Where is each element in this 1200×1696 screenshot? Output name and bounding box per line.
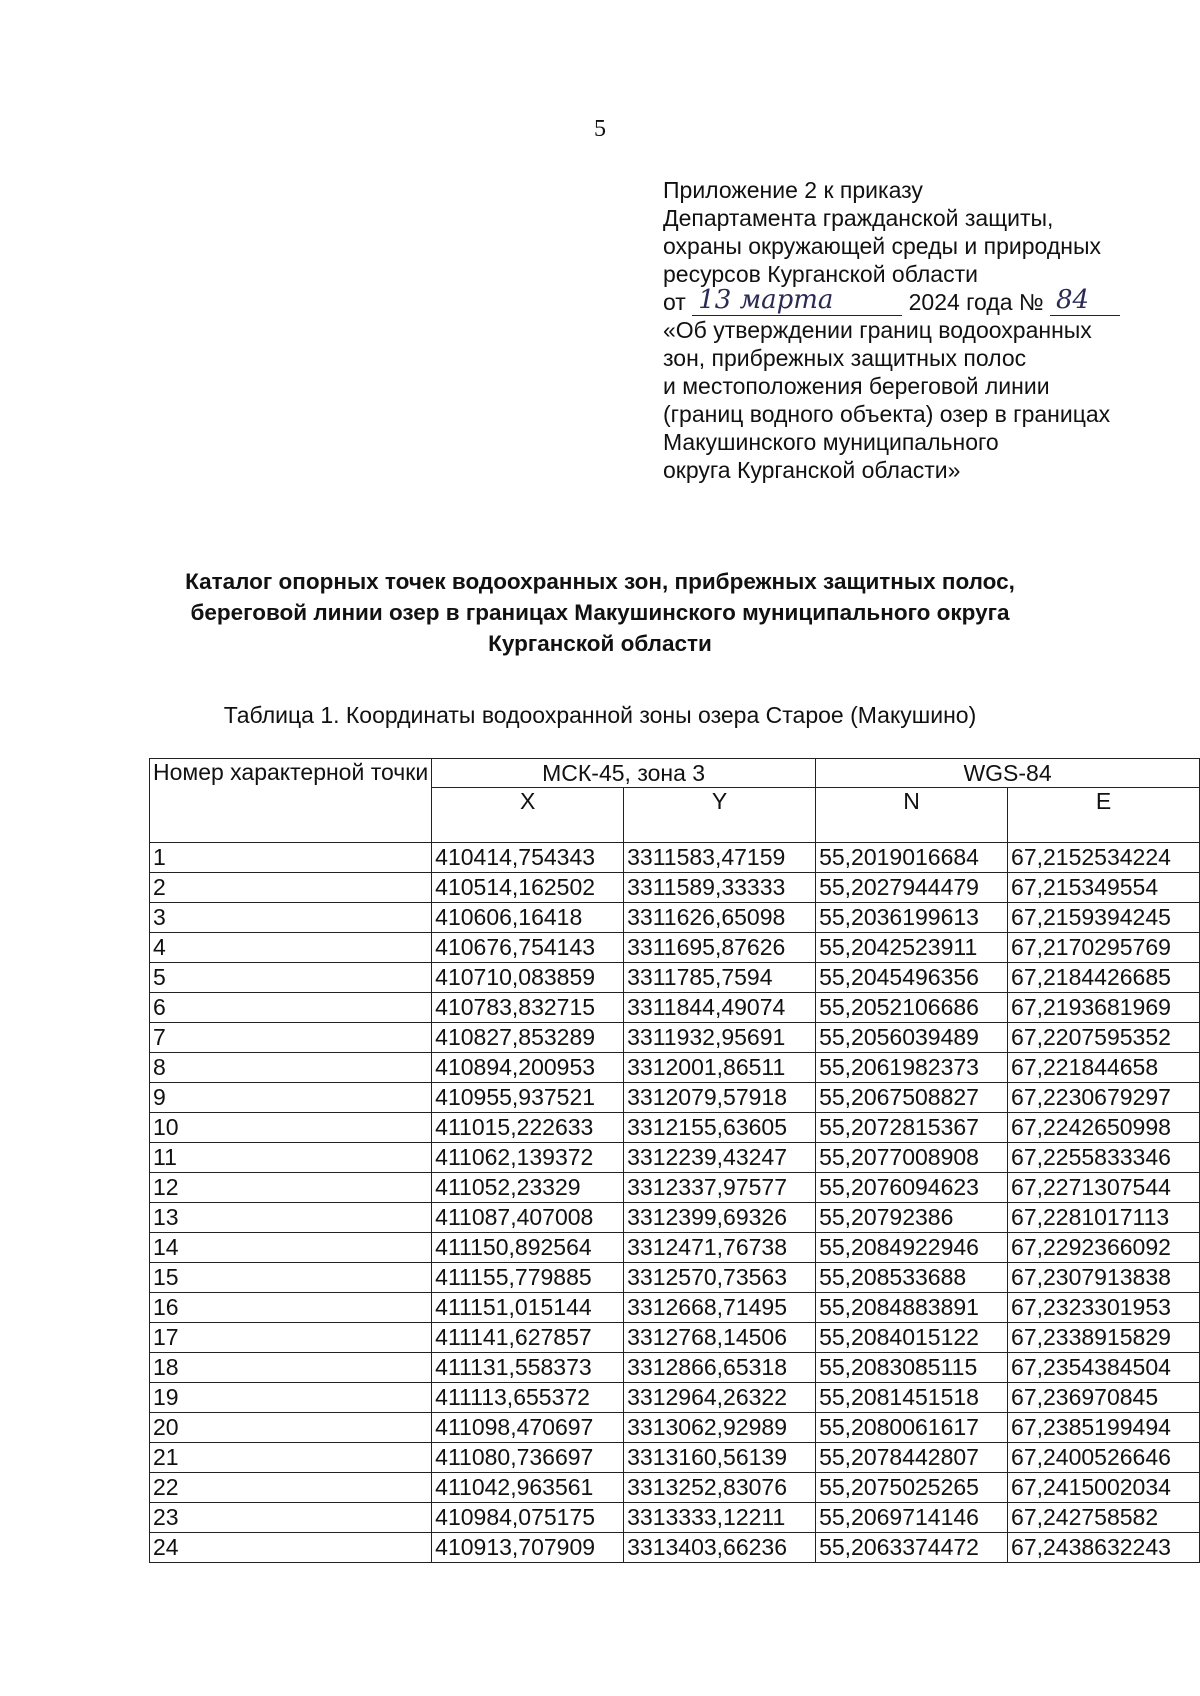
point-number-cell: 13 (150, 1203, 432, 1233)
point-number-cell: 24 (150, 1533, 432, 1563)
e-cell: 67,2242650998 (1008, 1113, 1200, 1143)
n-cell: 55,2077008908 (816, 1143, 1008, 1173)
order-date-line (663, 285, 1183, 316)
n-cell: 55,208533688 (816, 1263, 1008, 1293)
x-cell: 411131,558373 (432, 1353, 624, 1383)
point-number-cell: 19 (150, 1383, 432, 1413)
e-cell: 67,2307913838 (1008, 1263, 1200, 1293)
e-cell: 67,236970845 (1008, 1383, 1200, 1413)
document-title (150, 566, 1050, 659)
e-cell: 67,2170295769 (1008, 933, 1200, 963)
y-cell: 3312471,76738 (624, 1233, 816, 1263)
x-cell: 410783,832715 (432, 993, 624, 1023)
coordinates-table (149, 758, 1200, 1563)
x-cell: 410710,083859 (432, 963, 624, 993)
n-cell: 55,2069714146 (816, 1503, 1008, 1533)
y-cell: 3311785,7594 (624, 963, 816, 993)
e-cell: 67,215349554 (1008, 873, 1200, 903)
table-row (150, 1533, 1200, 1563)
appendix-line: охраны окружающей среды и природных (663, 233, 1101, 259)
table-row (150, 1083, 1200, 1113)
n-cell: 55,2075025265 (816, 1473, 1008, 1503)
subject-line: округа Курганской области» (663, 457, 961, 483)
table-row (150, 963, 1200, 993)
table-row (150, 1263, 1200, 1293)
title-line: Каталог опорных точек водоохранных зон, прибрежных защитных полос, (185, 569, 1015, 594)
appendix-line: ресурсов Курганской области (663, 261, 978, 287)
appendix-line: Приложение 2 к приказу (663, 177, 923, 203)
table-row (150, 903, 1200, 933)
n-cell: 55,2061982373 (816, 1053, 1008, 1083)
n-cell: 55,2045496356 (816, 963, 1008, 993)
table-row (150, 1143, 1200, 1173)
appendix-header (663, 176, 1183, 484)
date-prefix: от (663, 289, 686, 315)
y-cell: 3313062,92989 (624, 1413, 816, 1443)
x-cell: 410913,707909 (432, 1533, 624, 1563)
subject-line: зон, прибрежных защитных полос (663, 345, 1027, 371)
y-cell: 3312668,71495 (624, 1293, 816, 1323)
table-row (150, 1443, 1200, 1473)
year-text: 2024 года № (908, 289, 1044, 315)
y-cell: 3312399,69326 (624, 1203, 816, 1233)
e-cell: 67,2438632243 (1008, 1533, 1200, 1563)
n-cell: 55,2080061617 (816, 1413, 1008, 1443)
point-number-cell: 6 (150, 993, 432, 1023)
x-cell: 411141,627857 (432, 1323, 624, 1353)
e-cell: 67,2385199494 (1008, 1413, 1200, 1443)
e-cell: 67,2292366092 (1008, 1233, 1200, 1263)
handwritten-order-number: 84 (1056, 285, 1090, 315)
e-cell: 67,2159394245 (1008, 903, 1200, 933)
x-cell: 410894,200953 (432, 1053, 624, 1083)
table-row (150, 1473, 1200, 1503)
title-line: Курганской области (488, 631, 712, 656)
x-cell: 411042,963561 (432, 1473, 624, 1503)
table-row (150, 1353, 1200, 1383)
header-n: N (816, 788, 1008, 843)
n-cell: 55,2084883891 (816, 1293, 1008, 1323)
table-row (150, 843, 1200, 873)
n-cell: 55,2019016684 (816, 843, 1008, 873)
point-number-cell: 18 (150, 1353, 432, 1383)
point-number-cell: 9 (150, 1083, 432, 1113)
y-cell: 3312768,14506 (624, 1323, 816, 1353)
e-cell: 67,2354384504 (1008, 1353, 1200, 1383)
n-cell: 55,2052106686 (816, 993, 1008, 1023)
header-x: X (432, 788, 624, 843)
date-blank (692, 285, 902, 316)
y-cell: 3311695,87626 (624, 933, 816, 963)
point-number-cell: 16 (150, 1293, 432, 1323)
header-y: Y (624, 788, 816, 843)
point-number-cell: 4 (150, 933, 432, 963)
x-cell: 410955,937521 (432, 1083, 624, 1113)
n-cell: 55,2067508827 (816, 1083, 1008, 1113)
x-cell: 411155,779885 (432, 1263, 624, 1293)
y-cell: 3312964,26322 (624, 1383, 816, 1413)
header-msk45: МСК-45, зона 3 (432, 759, 816, 788)
point-number-cell: 15 (150, 1263, 432, 1293)
table-row (150, 1113, 1200, 1143)
n-cell: 55,2084922946 (816, 1233, 1008, 1263)
appendix-line: Департамента гражданской защиты, (663, 205, 1054, 231)
table-row (150, 873, 1200, 903)
e-cell: 67,2193681969 (1008, 993, 1200, 1023)
point-number-cell: 2 (150, 873, 432, 903)
table-row (150, 1173, 1200, 1203)
x-cell: 411150,892564 (432, 1233, 624, 1263)
table-row (150, 1053, 1200, 1083)
y-cell: 3312337,97577 (624, 1173, 816, 1203)
n-cell: 55,2078442807 (816, 1443, 1008, 1473)
y-cell: 3313160,56139 (624, 1443, 816, 1473)
e-cell: 67,2207595352 (1008, 1023, 1200, 1053)
x-cell: 410606,16418 (432, 903, 624, 933)
x-cell: 411080,736697 (432, 1443, 624, 1473)
x-cell: 411015,222633 (432, 1113, 624, 1143)
point-number-cell: 14 (150, 1233, 432, 1263)
e-cell: 67,221844658 (1008, 1053, 1200, 1083)
page-number: 5 (594, 116, 606, 142)
table-row (150, 993, 1200, 1023)
e-cell: 67,2152534224 (1008, 843, 1200, 873)
table-row (150, 1383, 1200, 1413)
point-number-cell: 22 (150, 1473, 432, 1503)
number-blank (1050, 285, 1120, 316)
x-cell: 410827,853289 (432, 1023, 624, 1053)
subject-line: «Об утверждении границ водоохранных (663, 317, 1092, 343)
table-row (150, 1293, 1200, 1323)
y-cell: 3311583,47159 (624, 843, 816, 873)
point-number-cell: 1 (150, 843, 432, 873)
y-cell: 3311844,49074 (624, 993, 816, 1023)
subject-line: (границ водного объекта) озер в границах (663, 401, 1111, 427)
y-cell: 3312001,86511 (624, 1053, 816, 1083)
e-cell: 67,2184426685 (1008, 963, 1200, 993)
x-cell: 411052,23329 (432, 1173, 624, 1203)
table-row (150, 1023, 1200, 1053)
x-cell: 410984,075175 (432, 1503, 624, 1533)
x-cell: 411098,470697 (432, 1413, 624, 1443)
x-cell: 410514,162502 (432, 873, 624, 903)
point-number-cell: 5 (150, 963, 432, 993)
point-number-cell: 11 (150, 1143, 432, 1173)
e-cell: 67,2281017113 (1008, 1203, 1200, 1233)
y-cell: 3313403,66236 (624, 1533, 816, 1563)
handwritten-date: 13 марта (698, 285, 834, 315)
point-number-cell: 3 (150, 903, 432, 933)
point-number-cell: 10 (150, 1113, 432, 1143)
header-wgs84: WGS-84 (816, 759, 1200, 788)
e-cell: 67,2230679297 (1008, 1083, 1200, 1113)
x-cell: 410414,754343 (432, 843, 624, 873)
point-number-cell: 17 (150, 1323, 432, 1353)
title-line: береговой линии озер в границах Макушинского муниципального округа (190, 600, 1010, 625)
y-cell: 3311589,33333 (624, 873, 816, 903)
point-number-cell: 7 (150, 1023, 432, 1053)
point-number-cell: 8 (150, 1053, 432, 1083)
y-cell: 3313333,12211 (624, 1503, 816, 1533)
x-cell: 411151,015144 (432, 1293, 624, 1323)
table-row (150, 1413, 1200, 1443)
n-cell: 55,2056039489 (816, 1023, 1008, 1053)
x-cell: 411087,407008 (432, 1203, 624, 1233)
n-cell: 55,2072815367 (816, 1113, 1008, 1143)
e-cell: 67,2400526646 (1008, 1443, 1200, 1473)
e-cell: 67,2255833346 (1008, 1143, 1200, 1173)
e-cell: 67,2338915829 (1008, 1323, 1200, 1353)
y-cell: 3312079,57918 (624, 1083, 816, 1113)
subject-line: и местоположения береговой линии (663, 373, 1050, 399)
y-cell: 3311932,95691 (624, 1023, 816, 1053)
n-cell: 55,20792386 (816, 1203, 1008, 1233)
e-cell: 67,242758582 (1008, 1503, 1200, 1533)
x-cell: 410676,754143 (432, 933, 624, 963)
table-row (150, 933, 1200, 963)
n-cell: 55,2076094623 (816, 1173, 1008, 1203)
table-row (150, 1323, 1200, 1353)
n-cell: 55,2036199613 (816, 903, 1008, 933)
n-cell: 55,2081451518 (816, 1383, 1008, 1413)
table-row (150, 1503, 1200, 1533)
e-cell: 67,2415002034 (1008, 1473, 1200, 1503)
y-cell: 3312239,43247 (624, 1143, 816, 1173)
y-cell: 3312570,73563 (624, 1263, 816, 1293)
x-cell: 411062,139372 (432, 1143, 624, 1173)
e-cell: 67,2323301953 (1008, 1293, 1200, 1323)
table-row (150, 1233, 1200, 1263)
n-cell: 55,2063374472 (816, 1533, 1008, 1563)
subject-line: Макушинского муниципального (663, 429, 999, 455)
y-cell: 3311626,65098 (624, 903, 816, 933)
point-number-cell: 23 (150, 1503, 432, 1533)
header-e: E (1008, 788, 1200, 843)
table-caption: Таблица 1. Координаты водоохранной зоны озера Старое (Макушино) (223, 702, 977, 728)
n-cell: 55,2083085115 (816, 1353, 1008, 1383)
e-cell: 67,2271307544 (1008, 1173, 1200, 1203)
table-body (150, 843, 1200, 1563)
x-cell: 411113,655372 (432, 1383, 624, 1413)
y-cell: 3312866,65318 (624, 1353, 816, 1383)
table-row (150, 1203, 1200, 1233)
y-cell: 3313252,83076 (624, 1473, 816, 1503)
n-cell: 55,2084015122 (816, 1323, 1008, 1353)
n-cell: 55,2027944479 (816, 873, 1008, 903)
point-number-cell: 20 (150, 1413, 432, 1443)
point-number-cell: 12 (150, 1173, 432, 1203)
n-cell: 55,2042523911 (816, 933, 1008, 963)
y-cell: 3312155,63605 (624, 1113, 816, 1143)
header-point-number: Номер характерной точки (150, 759, 432, 843)
point-number-cell: 21 (150, 1443, 432, 1473)
